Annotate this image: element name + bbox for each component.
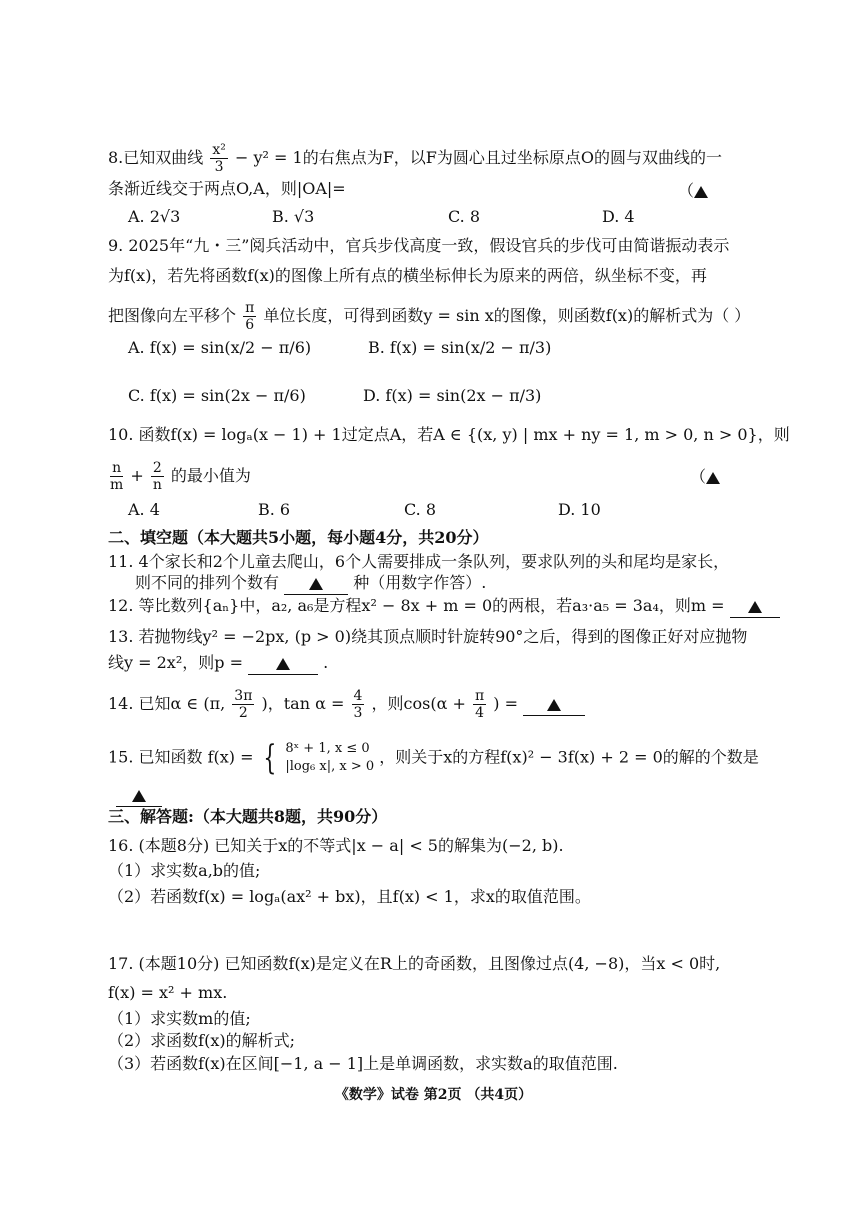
q9-fraction: $\frac{\pi}{6}$ [245, 300, 255, 333]
section-solution-heading: 三、解答题:（本大题共8题，共90分） [108, 807, 388, 826]
q13-answer-blank [248, 652, 318, 675]
triangle-placeholder-icon [132, 790, 146, 802]
q15-answer-blank [116, 784, 162, 807]
q13-line2: 线y = 2x²，则p = . [108, 652, 328, 675]
q8-prefix: 8.已知双曲线 [108, 148, 204, 167]
triangle-placeholder-icon [706, 472, 720, 484]
q8-option-d: D. 4 [602, 207, 635, 226]
q8-fraction: $\frac{\text{x²}}{3}$ [212, 142, 226, 175]
q10-answer-paren: （ [690, 464, 720, 487]
q14-line: 14. 已知α ∈ (π, $\frac{3\pi}{2}$ )，tan α = $\frac{4}{3}$ ，则cos(α + $\frac{\pi}{4}$ ) = [108, 688, 585, 721]
q17-line4: （2）求函数f(x)的解析式; [108, 1031, 296, 1050]
triangle-placeholder-icon [276, 658, 290, 670]
q17-line5: （3）若函数f(x)在区间[−1, a − 1]上是单调函数，求实数a的取值范围. [108, 1054, 618, 1073]
q8-line2: 条渐近线交于两点O,A，则|OA|= [108, 179, 346, 198]
triangle-placeholder-icon [309, 578, 323, 590]
q15-line: 15. 已知函数 f(x) = { 8ˣ + 1, x ≤ 0 |log₆ x|, x > 0 ，则关于x的方程f(x)² − 3f(x) + 2 = 0的解的个数是 [108, 738, 759, 778]
q13-line1: 13. 若抛物线y² = −2px, (p > 0)绕其顶点顺时针旋转90°之后，得到的图像正好对应抛物 [108, 627, 748, 646]
section-fill-in-heading: 二、填空题（本大题共5小题，每小题4分，共20分） [108, 528, 489, 547]
q12-answer-blank [730, 595, 780, 618]
q9-line1: 9. 2025年“九・三”阅兵活动中，官兵步伐高度一致，假设官兵的步伐可由简谐振动表示 [108, 236, 730, 255]
q8-option-b: B. √3 [272, 207, 315, 226]
triangle-placeholder-icon [694, 186, 708, 198]
q14-fraction-2: $\frac{4}{3}$ [353, 688, 363, 721]
q8-answer-paren: （ [678, 178, 708, 201]
q10-option-a: A. 4 [128, 500, 160, 519]
q10-option-d: D. 10 [558, 500, 601, 519]
q10-option-b: B. 6 [258, 500, 291, 519]
q14-fraction-1: $\frac{3\pi}{2}$ [234, 688, 253, 721]
page-footer: 《数学》试卷 第2页 （共4页） [334, 1087, 533, 1103]
q11-line1: 11. 4个家长和2个儿童去爬山，6个人需要排成一条队列，要求队列的头和尾均是家长， [108, 552, 730, 571]
q9-option-c: C. f(x) = sin(2x − π/6) [128, 386, 306, 405]
triangle-placeholder-icon [748, 601, 762, 613]
q14-fraction-3: $\frac{\pi}{4}$ [474, 688, 485, 721]
q9-line2: 为f(x)，若先将函数f(x)的图像上所有点的横坐标伸长为原来的两倍，纵坐标不变，再 [108, 266, 707, 285]
q9-line3: 把图像向左平移个 $\frac{\pi}{6}$ 单位长度，可得到函数y = sin x的图像，则函数f(x)的解析式为（ ） [108, 300, 751, 333]
q9-option-a: A. f(x) = sin(x/2 − π/6) [128, 338, 312, 357]
q8-option-a: A. 2√3 [128, 207, 181, 226]
q8-option-c: C. 8 [448, 207, 481, 226]
q10-line2: $\frac{n}{m}$ + $\frac{2}{n}$ 的最小值为 [110, 460, 251, 493]
q9-option-d: D. f(x) = sin(2x − π/3) [363, 386, 542, 405]
q15-brace: { [262, 738, 276, 778]
q14-answer-blank [523, 693, 585, 716]
q17-line2: f(x) = x² + mx. [108, 983, 228, 1002]
q15-cases: 8ˣ + 1, x ≤ 0 |log₆ x|, x > 0 [285, 741, 375, 774]
triangle-placeholder-icon [547, 699, 561, 711]
q17-line3: （1）求实数m的值; [108, 1009, 251, 1028]
q9-option-b: B. f(x) = sin(x/2 − π/3) [368, 338, 552, 357]
q10-option-c: C. 8 [404, 500, 437, 519]
q10-fraction-1: $\frac{n}{m}$ [110, 460, 124, 493]
q11-line2: 则不同的排列个数有 种（用数字作答）. [135, 572, 486, 595]
q16-line2: （1）求实数a,b的值; [108, 861, 261, 880]
q10-fraction-2: $\frac{2}{n}$ [152, 460, 162, 493]
q17-line1: 17. (本题10分) 已知函数f(x)是定义在R上的奇函数，且图像过点(4, −8)，当x < 0时, [108, 954, 721, 973]
q8-line1 [108, 142, 722, 175]
q16-line1: 16. (本题8分) 已知关于x的不等式|x − a| < 5的解集为(−2, b). [108, 836, 564, 855]
q11-answer-blank [284, 572, 348, 595]
q10-line1: 10. 函数f(x) = logₐ(x − 1) + 1过定点A，若A ∈ {(x, y) | mx + ny = 1, m > 0, n > 0}，则 [108, 425, 790, 444]
q16-line3: （2）若函数f(x) = logₐ(ax² + bx)，且f(x) < 1，求x的取值范围。 [108, 887, 591, 906]
q8-text: − y² = 1的右焦点为F，以F为圆心且过坐标原点O的圆与双曲线的一 [234, 148, 723, 167]
q12-line: 12. 等比数列{aₙ}中，a₂, a₆是方程x² − 8x + m = 0的两根，若a₃·a₅ = 3a₄，则m = [108, 595, 780, 618]
